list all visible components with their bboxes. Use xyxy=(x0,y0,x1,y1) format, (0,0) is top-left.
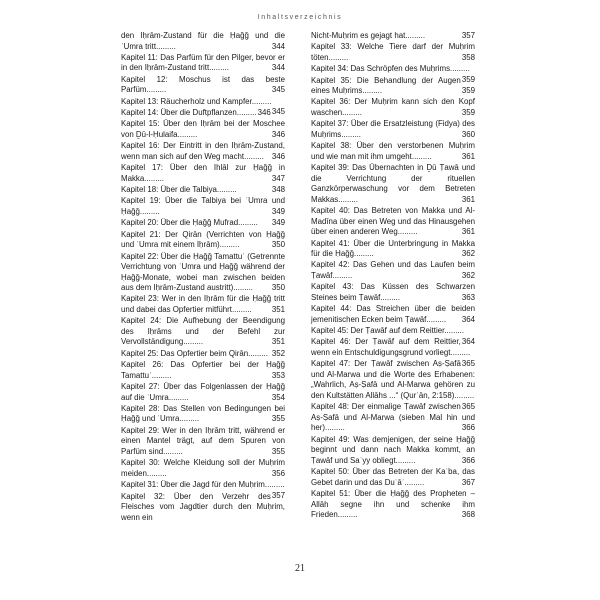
page-number: 21 xyxy=(295,563,305,574)
toc-entry-title: Kapitel 39: Das Übernachten in Ḏū Ṭawā und die Verrichtung der rituellen Ganzkörperwaschung vor dem Betreten Makkas xyxy=(311,163,475,204)
dot-leader: ......... xyxy=(354,249,374,259)
toc-entry-title: Kapitel 45: Der Ṭawāf auf dem Reittier xyxy=(311,326,445,336)
toc-entry xyxy=(121,480,285,500)
toc-entry xyxy=(311,97,475,118)
dot-leader: ......... xyxy=(168,392,189,402)
toc-entry xyxy=(121,230,285,251)
toc-entry-title: Kapitel 33: Welche Tiere darf der Muḥrim töten xyxy=(311,42,475,62)
dot-leader: ......... xyxy=(337,510,358,520)
toc-entry-page: 367 xyxy=(461,477,475,487)
toc-entry xyxy=(311,239,475,260)
dot-leader: ......... xyxy=(341,129,361,139)
toc-entry-page: 361 xyxy=(461,151,475,161)
toc-entry xyxy=(121,31,285,52)
dot-leader: ......... xyxy=(151,370,172,380)
toc-entry-page: 346 xyxy=(271,129,285,139)
toc-entry-page: 359 xyxy=(461,108,475,118)
dot-leader: ......... xyxy=(450,348,471,358)
toc-entry-page: 358 xyxy=(461,52,475,62)
toc-entry-page: 350 xyxy=(271,283,285,293)
dot-leader: ......... xyxy=(325,423,345,433)
toc-entry-title: Kapitel 12: Moschus ist das beste Parfüm xyxy=(121,74,285,95)
toc-entry-title: Kapitel 19: Über die Talbiya bei ʿUmra und Ḥaǧǧ xyxy=(121,196,285,216)
toc-entry-page: 364 xyxy=(461,336,475,346)
toc-entry-page: 349 xyxy=(271,206,285,216)
toc-entry xyxy=(121,141,285,162)
toc-entry-title: Kapitel 11: Das Parfüm für den Pilger, bevor er in den Iḥrām-Zustand tritt xyxy=(121,52,285,73)
toc-entry xyxy=(121,53,285,74)
toc-entry xyxy=(121,119,285,140)
toc-entry xyxy=(311,326,475,346)
toc-entry-page: 368 xyxy=(461,510,475,520)
dot-leader: ......... xyxy=(328,52,349,62)
dot-leader: ......... xyxy=(251,96,272,106)
toc-entry xyxy=(121,349,285,360)
toc-entry-title: Kapitel 17: Über den Ihlāl zur Ḥaǧǧ in Makka xyxy=(121,163,285,183)
dot-leader: ......... xyxy=(216,185,237,195)
toc-entry-title: Kapitel 13: Räucherholz und Kampfer xyxy=(121,96,252,106)
toc-entry-title: Nicht-Muḥrim es gejagt hat xyxy=(311,31,406,40)
toc-entry-page: 351 xyxy=(271,305,285,315)
toc-entry-page: 351 xyxy=(271,337,285,347)
toc-entry xyxy=(311,260,475,281)
dot-leader: ......... xyxy=(244,151,264,161)
dot-leader: ......... xyxy=(236,108,257,118)
toc-entry-page: 359 xyxy=(461,86,475,96)
toc-entry xyxy=(121,218,285,229)
toc-entry xyxy=(311,402,475,434)
toc-entry-title: Kapitel 22: Über die Ḥaǧǧ Tamattuʿ (Getrennte Verrichtung von ʿUmra und Ḥaǧǧ während der Ḥaǧǧ-Monate, wobei man zwischen beiden aus dem Iḥrām-Zustand austritt) xyxy=(121,251,285,293)
toc-entry xyxy=(121,108,285,119)
toc-entry-title: Kapitel 34: Das Schröpfen des Muḥrims xyxy=(311,64,451,74)
dot-leader: ......... xyxy=(231,305,252,315)
dot-leader: ......... xyxy=(338,194,358,204)
toc-entry xyxy=(311,467,475,488)
toc-entry xyxy=(121,404,285,425)
toc-entry xyxy=(311,163,475,205)
toc-entry-title: Kapitel 32: Über den Verzehr des Fleisches vom Jagdtier durch den Muḥrim, wenn ein xyxy=(121,491,285,522)
dot-leader: ......... xyxy=(450,64,470,74)
dot-leader: ......... xyxy=(238,218,258,228)
toc-entry-title: Kapitel 51: Über die Ḥaǧǧ des Propheten – Allāh segne ihn und schenke ihm Frieden xyxy=(311,489,475,520)
toc-entry xyxy=(311,435,475,467)
toc-entry xyxy=(311,119,475,140)
toc-entry-page: 348 xyxy=(271,185,285,195)
toc-entry-page: 361 xyxy=(461,227,475,237)
toc-entry-page: 345 xyxy=(271,107,285,117)
toc-right-column xyxy=(311,31,475,522)
toc-entry-title: Kapitel 38: Über den verstorbenen Muḥrim und wie man mit ihm umgeht xyxy=(311,141,475,161)
toc-entry-page: 353 xyxy=(271,370,285,380)
dot-leader: ......... xyxy=(219,240,240,250)
dot-leader: ......... xyxy=(264,480,285,490)
dot-leader: ......... xyxy=(342,108,362,118)
toc-entry-page: 352 xyxy=(271,348,285,358)
dot-leader: ......... xyxy=(362,86,383,96)
toc-entry-page: 344 xyxy=(271,41,285,51)
toc-entry xyxy=(311,489,475,521)
toc-entry-page: 346 xyxy=(257,108,271,118)
toc-entry-title: Kapitel 40: Das Betreten von Makka und Al-Madīna über einen Weg und das Hinausgehen über einen anderen Weg xyxy=(311,206,475,237)
dot-leader: ......... xyxy=(426,314,447,324)
dot-leader: ......... xyxy=(183,337,204,347)
dot-leader: ......... xyxy=(332,271,353,280)
toc-entry-title: Kapitel 35: Die Behandlung der Augen eines Muḥrims xyxy=(311,75,461,96)
toc-entry xyxy=(121,316,285,348)
toc-entry xyxy=(311,141,475,162)
toc-entry xyxy=(121,294,285,315)
toc-entry-page: 346 xyxy=(271,151,285,161)
dot-leader: ......... xyxy=(444,326,465,336)
toc-entry-title: Kapitel 20: Über die Ḥaǧǧ Mufrad xyxy=(121,218,239,228)
toc-entry xyxy=(311,42,475,63)
toc-entry-page: 344 xyxy=(271,63,285,73)
dot-leader: ......... xyxy=(139,206,160,216)
toc-entry-page: 363 xyxy=(461,292,475,302)
toc-entry-page: 356 xyxy=(271,468,285,478)
toc-entry xyxy=(121,185,285,196)
toc-entry-page: 361 xyxy=(461,194,475,204)
toc-entry-page: 359 xyxy=(461,74,475,84)
toc-entry-title: Kapitel 15: Über den Iḥrām bei der Moschee von Ḏū-l-Ḥulaifa xyxy=(121,119,285,139)
toc-entry-title: Kapitel 21: Der Qirān (Verrichten von Ḥaǧǧ und ʿUmra mit einem Iḥrām) xyxy=(121,229,285,250)
toc-entry-page: 364 xyxy=(461,314,475,324)
toc-entry xyxy=(311,64,475,84)
toc-entry-title: Kapitel 28: Das Stellen von Bedingungen bei Ḥaǧǧ und ʿUmra xyxy=(121,403,285,424)
toc-entry-page: 362 xyxy=(461,271,475,280)
toc-entry-title: Kapitel 30: Welche Kleidung soll der Muḥrim meiden xyxy=(121,458,285,478)
toc-entry-title: Kapitel 14: Über die Duftpflanzen xyxy=(121,108,237,118)
toc-entry-page: 355 xyxy=(271,446,285,456)
toc-entry xyxy=(121,196,285,217)
dot-leader: ......... xyxy=(233,283,253,293)
toc-entry-title: Kapitel 25: Das Opfertier beim Qirān xyxy=(121,348,249,358)
toc-entry xyxy=(311,76,475,97)
toc-entry-title: Kapitel 42: Das Gehen und das Laufen beim Ṭawāf xyxy=(311,260,475,280)
dot-leader: ......... xyxy=(248,348,268,358)
dot-leader: ......... xyxy=(405,31,426,40)
toc-entry-title: Kapitel 44: Das Streichen über die beiden jemenitischen Ecken beim Ṭawāf xyxy=(311,304,475,324)
toc-entry-title: Kapitel 49: Was demjenigen, der seine Ḥaǧǧ beginnt und dann nach Makka kommt, an Ṭawāf und Saʿyy obliegt xyxy=(311,434,475,465)
toc-entry xyxy=(121,426,285,458)
toc-entry-title: den Iḥrām-Zustand für die Ḥaǧǧ und die ʿUmra tritt xyxy=(121,31,285,51)
toc-entry-page: 347 xyxy=(271,173,285,183)
dot-leader: ......... xyxy=(454,391,475,400)
toc-entry xyxy=(311,282,475,303)
dot-leader: ......... xyxy=(209,63,229,73)
dot-leader: ......... xyxy=(163,446,183,456)
toc-entry-title: Kapitel 36: Der Muḥrim kann sich den Kopf waschen xyxy=(311,97,475,118)
dot-leader: ......... xyxy=(411,151,432,161)
toc-entry-page: 357 xyxy=(461,31,475,40)
toc-entry-title: Kapitel 31: Über die Jagd für den Muḥrim xyxy=(121,480,265,490)
toc-entry xyxy=(121,163,285,184)
dot-leader: ......... xyxy=(179,414,200,424)
toc-entry-title: Kapitel 27: Über das Folgenlassen der Ḥaǧǧ auf die ʿUmra xyxy=(121,382,285,402)
toc-entry xyxy=(311,359,475,411)
toc-entry-title: Kapitel 29: Wer in den Iḥrām tritt, während er einen Mantel trägt, auf dem Spuren von Parfüm sind xyxy=(121,425,285,456)
toc-entry-title: Kapitel 48: Der einmalige Ṭawāf zwischen Aṣ-Ṣafā und Al-Marwa (sieben Mal hin und her) xyxy=(311,402,475,433)
dot-leader: ......... xyxy=(146,468,167,478)
toc-entry xyxy=(121,492,285,524)
toc-entry-page: 365 xyxy=(461,401,475,411)
toc-entry-page: 365 xyxy=(461,358,475,368)
dot-leader: ......... xyxy=(404,477,425,487)
toc-entry-title: Kapitel 18: Über die Talbiya xyxy=(121,185,217,195)
toc-entry xyxy=(311,31,475,42)
toc-entry-title: Kapitel 24: Die Aufhebung der Beendigung des Iḥrāms und der Befehl zur Vervollständigung xyxy=(121,316,285,347)
dot-leader: ......... xyxy=(395,455,416,465)
toc-entry xyxy=(311,337,475,368)
dot-leader: ......... xyxy=(146,85,167,95)
dot-leader: ......... xyxy=(156,41,176,51)
toc-entry-title: Kapitel 16: Der Eintritt in den Iḥrām-Zustand, wenn man sich auf den Weg macht xyxy=(121,141,285,161)
toc-entry-page: 355 xyxy=(271,414,285,424)
toc-entry-page: 350 xyxy=(271,240,285,250)
toc-entry xyxy=(121,252,285,294)
toc-entry-title: Kapitel 50: Über das Betreten der Kaʿba, das Gebet darin und das Duʿāʾ xyxy=(311,467,475,487)
toc-entry-page: 366 xyxy=(461,455,475,465)
toc-entry-page: 345 xyxy=(271,85,285,95)
toc-entry xyxy=(121,458,285,479)
toc-entry xyxy=(311,304,475,325)
dot-leader: ......... xyxy=(144,173,164,183)
toc-entry-page: 362 xyxy=(461,249,475,259)
toc-entry-title: Kapitel 47: Der Ṭawāf zwischen Aṣ-Ṣafā und Al-Marwa und die Worte des Erhabenen: „Wahrlich, Aṣ-Ṣafā und Al-Marwa gehören zu den Kultstätten Allāhs ...“ (Qurʾān, 2:158) xyxy=(311,359,475,400)
toc-entry-title: Kapitel 23: Wer in den Iḥrām für die Ḥaǧǧ tritt und dabei das Opfertier mitführt xyxy=(121,294,285,315)
toc-entry xyxy=(121,75,285,96)
toc-entry-title: Kapitel 41: Über die Unterbringung in Makka für die Ḥaǧǧ xyxy=(311,238,475,259)
toc-left-column xyxy=(121,31,285,524)
toc-entry-page: 360 xyxy=(461,129,475,139)
toc-entry-page: 354 xyxy=(271,392,285,402)
toc-entry-title: Kapitel 43: Das Küssen des Schwarzen Steines beim Ṭawāf xyxy=(311,282,475,302)
toc-entry xyxy=(121,382,285,403)
dot-leader: ......... xyxy=(397,227,418,237)
toc-entry-title: Kapitel 26: Das Opfertier bei der Ḥaǧǧ Tamattuʿ xyxy=(121,360,285,380)
toc-entry xyxy=(121,360,285,381)
toc-entry-page: 349 xyxy=(271,218,285,228)
toc-entry-title: Kapitel 46: Der Ṭawāf auf dem Reittier, wenn ein Entschuldigungsgrund vorliegt xyxy=(311,337,461,358)
dot-leader: ......... xyxy=(177,129,198,139)
running-header: Inhaltsverzeichnis xyxy=(257,14,343,21)
toc-entry-page: 366 xyxy=(461,423,475,433)
dot-leader: ......... xyxy=(380,292,401,302)
toc-entry xyxy=(311,206,475,238)
toc-entry-page: 357 xyxy=(271,490,285,500)
toc-entry-title: Kapitel 37: Über die Ersatzleistung (Fidya) des Muḥrims xyxy=(311,119,475,139)
